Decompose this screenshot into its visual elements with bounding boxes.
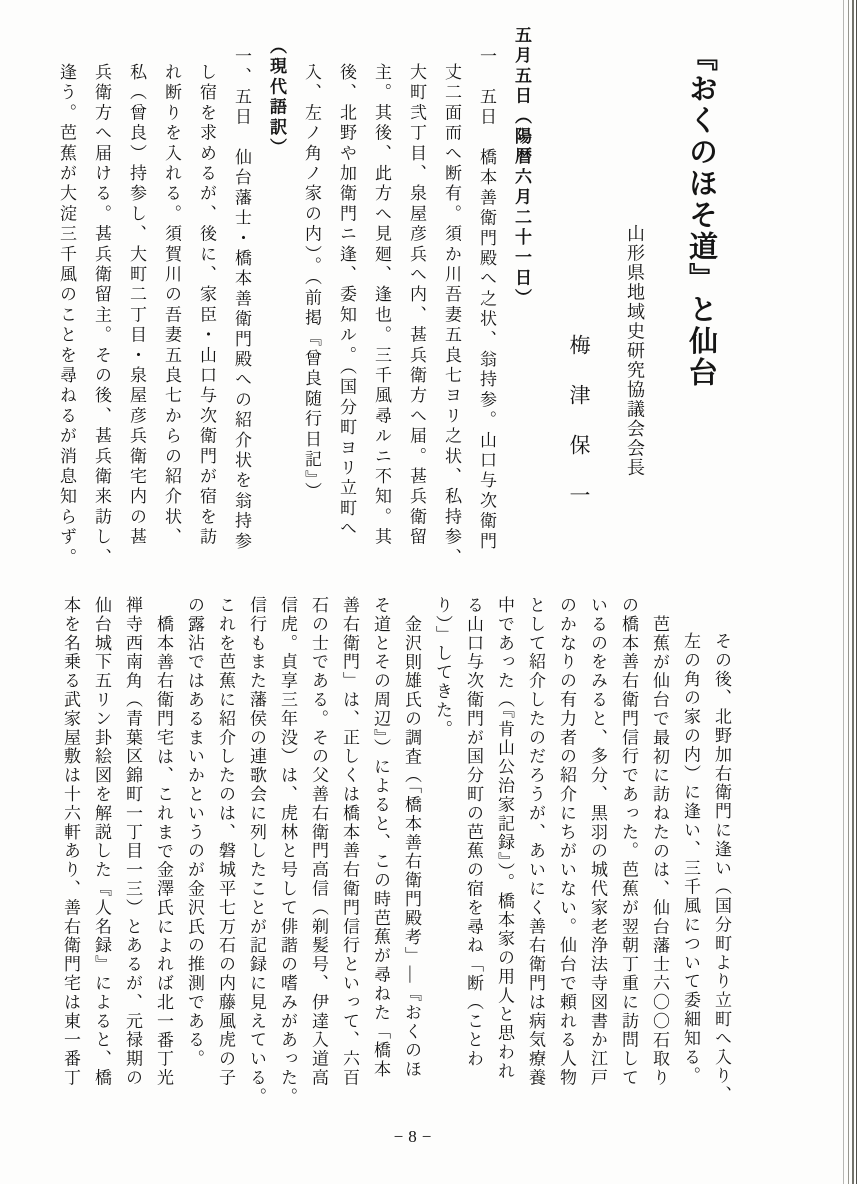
translation-column: し宿を求めるが、後に、家臣・山口与次衛門が宿を訪 [197, 63, 216, 548]
translation-column: 私（曾良）持参し、大町二丁目・泉屋彦兵衛宅内の甚 [127, 63, 146, 548]
translation-column: 兵衛方へ届ける。甚兵衛留主。その後、甚兵衛来訪し、 [92, 63, 111, 568]
body-column: 左の角の家の内）に逢い、三千風について委細知る。 [681, 632, 700, 1086]
body-column: 石の士である。その父善右衛門高信（剃髪号、伊達入道高 [309, 596, 328, 1088]
quote-column: 大町弐丁目、泉屋彦兵へ内、甚兵衛方へ届。甚兵衛留 [407, 63, 426, 548]
quote-column: 一 五日 橋本善衛門殿へ之状、翁持参。山口与次衛門 [477, 47, 496, 552]
document-title: 『おくのほそ道』と仙台 [685, 42, 717, 389]
body-column: 金沢則雄氏の調査（「橋本善右衛門殿考」―『おくのほ [402, 615, 421, 1079]
page-number: −8− [393, 1127, 437, 1146]
scan-artifact-line [848, 0, 849, 1184]
body-column: 橋本善右衛門宅は、これまで金澤氏によれば北一番丁光 [154, 615, 173, 1088]
body-column: 信行もまた藩侯の連歌会に列したことが記録に見えている。 [247, 596, 266, 1107]
body-column: の露沾ではあるまいかというのが金沢氏の推測である。 [185, 596, 204, 1069]
body-column: そ道とその周辺』）によると、この時芭蕉が尋ねた「橋本 [371, 596, 390, 1079]
author-affiliation: 山形県地域史研究協議会会長 [625, 224, 645, 478]
quote-column: 主。其後、此方へ見廻、逢也。三千風尋ルニ不知。其 [372, 63, 391, 548]
translation-column: 逢う。芭蕉が大淀三千風のことを尋ねるが消息知らず。 [57, 63, 76, 568]
body-column: その後、北野加右衛門に逢い（国分町より立町へ入り、 [712, 632, 731, 1105]
author-name: 梅 津 保 一 [567, 334, 591, 509]
body-column: 禅寺西南角（青葉区錦町一丁目一三）とあるが、元禄期の [123, 596, 142, 1088]
body-column: 中であった（『肯山公治家記録』）。橋本家の用人と思われ [495, 596, 514, 1081]
quote-column: 後、北野や加衛門ニ逢、委知ル。（国分町ヨリ立町へ [337, 63, 356, 540]
translation-column: れ断りを入れる。須賀川の吾妻五良七からの紹介状、 [162, 63, 181, 548]
body-column: 仙台城下五リン卦絵図を解説した『人名録』によると、橋 [92, 596, 111, 1088]
body-column: いるのをみると、多分、黒羽の城代家老浄法寺図書か江戸 [588, 596, 607, 1088]
scan-artifact-line [852, 0, 854, 1184]
quote-column: 入、左ノ角ノ家の内）。（前掲『曾良随行日記』） [302, 63, 321, 503]
body-column: る山口与次衛門が国分町の芭蕉の宿を尋ね「断（ことわ [464, 596, 483, 1069]
quote-column: 丈二面而へ断有。須か川吾妻五良七ヨリ之状、私持参、 [442, 63, 461, 568]
body-column: として紹介したのだろうが、あいにく善右衛門は病気療養 [526, 596, 545, 1088]
body-column: り）」してきた。 [433, 596, 452, 739]
entry-section [18, 26, 530, 586]
translation-column: 一、五日 仙台藩士・橋本善衛門殿への紹介状を翁持参 [232, 47, 251, 552]
body-section [38, 596, 730, 1126]
body-column: の橋本善右衛門信行であった。芭蕉が翌朝丁重に訪問して [619, 596, 638, 1088]
body-column: 信虎。貞享三年没）は、虎林と号して俳諧の嗜みがあった。 [278, 596, 297, 1107]
translation-heading: （現代語訳） [267, 37, 286, 159]
body-column: 善右衛門」は、正しくは橋本善右衛門信行といって、六百 [340, 596, 359, 1088]
body-column: これを芭蕉に紹介したのは、磐城平七万石の内藤風虎の子 [216, 596, 235, 1088]
scan-artifact-line [843, 0, 844, 1184]
body-column: 芭蕉が仙台で最初に訪ねたのは、仙台藩士六〇〇石取り [650, 615, 669, 1088]
body-column: 本を名乗る武家屋敷は十六軒あり、善右衛門宅は東一番丁 [61, 596, 80, 1088]
date-heading: 五月五日（陽暦六月二十一日） [512, 26, 531, 309]
body-column: のかなりの有力者の紹介にちがいない。仙台で頼れる人物 [557, 596, 576, 1088]
